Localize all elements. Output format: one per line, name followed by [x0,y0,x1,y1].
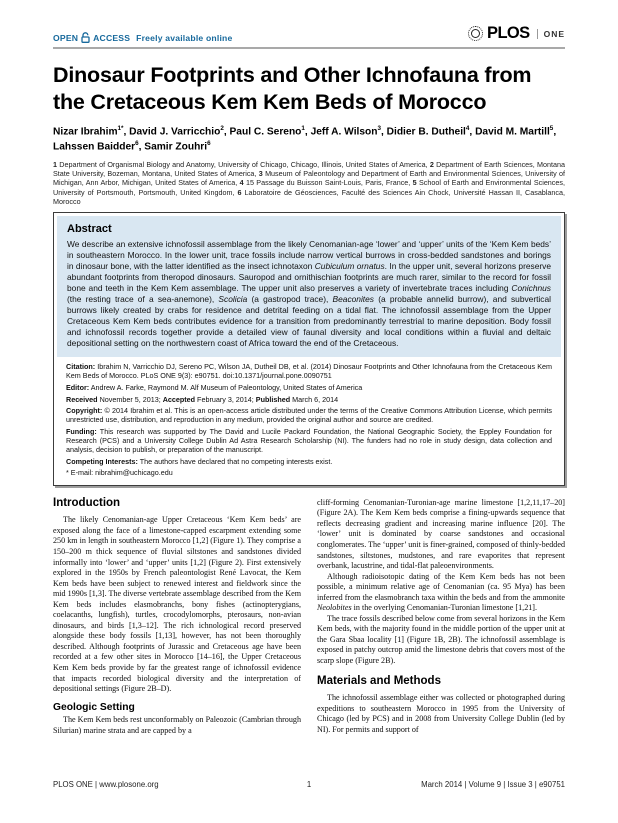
page-footer [53,777,565,789]
open-lock-icon [81,32,90,43]
article-body [53,498,565,736]
issue-info: March 2014 | Volume 9 | Issue 3 | e90751 [421,780,565,789]
citation-line: Citation: Ibrahim N, Varricchio DJ, Sereno PC, Wilson JA, Dutheil DB, et al. (2014) Dinosaur Footprints and Other Ichnofauna from the Cretaceous Kem Kem Beds of Morocco. PLoS ONE 9(3): e90751. doi:10.1371/journal.pone.0090751 [66,362,552,381]
left-column [53,498,301,736]
article-meta [57,357,561,482]
page [0,24,618,736]
plos-one-edition-label: ONE [537,29,565,39]
author-list: Nizar Ibrahim$^{1*}$, David J. Varricchio$^2$, Paul C. Sereno$^1$, Jeff A. Wilson$^3$, Didier B. Dutheil$^4$, David M. Martill$^5$, Lahssen Baidder$^6$, Samir Zouhri$^6$ [53,125,557,153]
geology-continued-paragraph: cliff-forming Cenomanian-Turonian-age marine limestone [1,2,11,17–20] (Figure 2A). The Kem Kem beds comprise a fining-upwards sequence that reflects decreasing gradient and increasing marine influence [20]. The ‘lower’ unit is dominated by coarse sandstones and occasional conglomerates. The ‘upper’ unit is finer-grained, composed of thinly-bedded sandstones, siltstones, mudstones, and rare evaporites that represent overbank, lacustrine, and tidal-flat paleoenvironments. [317,497,565,571]
copyright-line: Copyright: © 2014 Ibrahim et al. This is an open-access article distributed under the terms of the Creative Commons Attribution License, which permits unrestricted use, distribution, and reproduction in any medium, provided the original author and source are credited. [66,406,552,425]
right-column [317,498,565,736]
journal-header [53,24,565,43]
materials-methods-paragraph: The ichnofossil assemblage either was collected or photographed during expeditions to southeastern Morocco in 1995 from the University of Chicago (led by PCS) and in 2008 from University College Dublin (led by NI). For permits and support of [317,693,565,734]
abstract-heading: Abstract [67,223,112,236]
plos-one-logo [468,24,565,43]
affiliations: 1 Department of Organismal Biology and Anatomy, University of Chicago, Chicago, Illinois, United States of America, 2 Department of Earth Sciences, Montana State University, Bozeman, Montana, United States of America, 3 Museum of Paleontology and Department of Earth and Environmental Sciences, University of Michigan, Ann Arbor, Michigan, United States of America, 4 15 Passage du Buisson Saint-Louis, Paris, France, 5 School of Earth and Environmental Sciences, University of Portsmouth, Portsmouth, United Kingdom, 6 Laboratoire de Géosciences, Faculté des Sciences Ain Chock, Université Hassan II, Casablanca, Morocco [53,159,565,206]
article-title: Dinosaur Footprints and Other Ichnofauna from the Cretaceous Kem Kem Beds of Morocco [53,63,532,114]
funding-line: Funding: This research was supported by The David and Lucile Packard Foundation, the National Geographic Society, the Eppley Foundation for Research (PCS) and a University College Dublin Ad Astra Research Scholarship (NI). The funders had no role in study design, data collection and analysis, decision to publish, or preparation of the manuscript. [66,426,552,455]
introduction-heading: Introduction [53,496,121,509]
geologic-setting-heading: Geologic Setting [53,701,135,713]
geologic-setting-paragraph: The Kem Kem beds rest unconformably on Paleozoic (Cambrian through Silurian) marine strata and are capped by a [53,715,301,735]
freely-available-label: Freely available online [136,32,233,43]
trace-fossils-paragraph: The trace fossils described below come from several horizons in the Kem Kem beds, with the majority found in the middle portion of the upper unit at the Gara Sbaa locality [1] (Figure 1B, 2B). The ichnofossil assemblage is exposed in patchy outcrop amid the limestone debris that covers most of the scarp slope (Figure 2B). [317,613,566,665]
introduction-paragraph: The likely Cenomanian-age Upper Cretaceous ‘Kem Kem beds’ are exposed along the face of a limestone-capped escarpment extending some 250 km in length in southeastern Morocco [1,2] (Figure 1). They comprise a 150–200 m thick sequence of fluvial siltstones and sandstones divided informally into ‘lower’ and ‘upper’ units [1,2] (Figure 2). First extensively explored in the 1950s by French paleontologist René Lavocat, the Kem Kem beds have been subject to renewed interest and fieldwork since the mid 1990s [1,3]. The diverse vertebrate assemblage described from the Kem Kem beds includes elasmobranchs, bony fishes (actinopterygians, coelacanths, lungfish), turtles, crocodylomorphs, pterosaurs, non-avian dinosaurs, and birds [1,3–12]. The rich ichnological record preserved alongside these body fossils [1,13], however, has not been thoroughly described. Although footprints of Jurassic and Cretaceous age have been recorded at a few other sites in Morocco [14–16], the Upper Cretaceous Kem Kem beds provide by far the greatest range of ichnofossil evidence that impacts recorded biological diversity and the interpretation of depositional settings (Figure 2B–D). [53,515,301,694]
abstract-section [57,216,561,357]
dates-line: Received November 5, 2013; Accepted February 3, 2014; Published March 6, 2014 [66,394,339,404]
open-access-banner [53,32,232,43]
competing-interests-line: Competing Interests: The authors have declared that no competing interests exist. [66,456,333,466]
materials-methods-heading: Materials and Methods [317,674,441,687]
header-divider [53,47,565,49]
page-number: 1 [306,780,312,789]
abstract-meta-box [53,212,565,486]
dating-paragraph: Although radioisotopic dating of the Kem Kem beds has not been possible, a minimum relative age of Cenomanian (ca. 95 Mya) has been inferred from the elasmobranch taxa within the beds and from the ammonite Neolobites in the overlying Cenomanian-Turonian limestone [1,21]. [317,571,565,613]
plos-logo-text: PLOS [487,24,530,42]
journal-url-link[interactable]: PLOS ONE | www.plosone.org [53,780,159,789]
abstract-text: We describe an extensive ichnofossil assemblage from the likely Cenomanian-age ‘lower’ and ‘upper’ units of the ‘Kem Kem beds’ in southeastern Morocco. In the lower unit, trace fossils include narrow vertical burrows in cross-bedded sandstones and borings in dinosaur bone, with the latter identified as the insect ichnotaxon Cubiculum ornatus. In the upper unit, several horizons preserve abundant footprints from theropod dinosaurs. Sauropod and ornithischian footprints are much rarer, similar to the record for fossil bone and teeth in the Kem Kem assemblage. The upper unit also preserves a variety of invertebrate traces including Conichnus (the resting trace of a sea-anemone), Scolicia (a gastropod trace), Beaconites (a probable annelid burrow), and subvertical burrows likely created by crabs for residence and detrital feeding on a tidal flat. The ichnofossil assemblage from the Upper Cretaceous Kem Kem beds contributes evidence for a transition from predominantly terrestrial to marine deposition. Body fossil and ichnofossil records together provide a detailed view of faunal diversity and local conditions within a fluvial and deltaic depositional setting on the northwestern coast of Africa toward the end of the Cretaceous. [67,239,552,349]
email-link[interactable]: * E-mail: nibrahim@uchicago.edu [66,468,173,478]
plos-ball-icon [468,26,483,41]
open-access-access-label: ACCESS [93,32,131,43]
editor-line: Editor: Andrew A. Farke, Raymond M. Alf Museum of Paleontology, United States of America [66,382,363,392]
open-access-open-label: OPEN [53,32,79,43]
